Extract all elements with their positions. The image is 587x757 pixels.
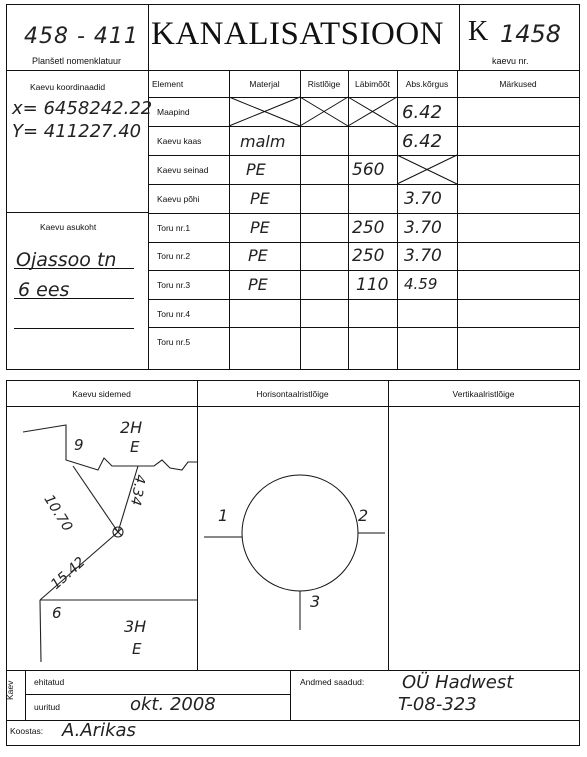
- sketch-distance-3: 15.42: [48, 554, 89, 593]
- row-element: Toru nr.4: [157, 309, 191, 319]
- sketch-building-2h-e: E: [130, 438, 140, 456]
- coord-x: x= 6458242.22: [12, 98, 153, 119]
- row-diameter: 110: [356, 275, 389, 295]
- pipe-label-1: 1: [218, 506, 229, 525]
- footer-data-value-1: OÜ Hadwest: [402, 672, 514, 693]
- sketch-building-3h-e: E: [132, 640, 142, 658]
- sketch-point-9: 9: [74, 436, 84, 454]
- row-element: Toru nr.3: [157, 280, 191, 290]
- footer-updated-value: okt. 2008: [130, 694, 216, 715]
- footer-updated-label: uuritud: [34, 702, 60, 712]
- sketch-distance-1: 10.70: [40, 492, 76, 535]
- footer-kaev: Kaev: [5, 680, 15, 700]
- coord-y: Y= 411227.40: [12, 121, 142, 142]
- row-element: Toru nr.5: [157, 337, 191, 347]
- row-diameter: 250: [352, 246, 385, 266]
- coords-label: Kaevu koordinaadid: [30, 82, 106, 92]
- footer-made-by-label: Koostas:: [10, 726, 44, 736]
- sheet-label: Planšetl nomenklatuur: [32, 56, 122, 66]
- row-elevation: 6.42: [402, 102, 443, 123]
- location-label: Kaevu asukoht: [40, 222, 97, 232]
- col-element: Element: [152, 79, 184, 89]
- col-elevation: Abs.kõrgus: [405, 79, 449, 89]
- row-elevation: 3.70: [404, 218, 442, 238]
- row-material: PE: [248, 275, 268, 294]
- drawing-col-horizontal: Horisontaalristlõige: [256, 388, 329, 399]
- well-number: 1458: [500, 20, 562, 48]
- footer-built-label: ehitatud: [34, 677, 65, 687]
- row-element: Kaevu seinad: [157, 165, 209, 175]
- sketch-building-2h: 2H: [120, 418, 143, 437]
- drawing-col-vertical: Vertikaalristlõige: [452, 388, 515, 399]
- row-elevation: 3.70: [404, 189, 442, 209]
- col-diameter: Läbimõõt: [355, 79, 390, 89]
- footer-made-by-value: A.Arikas: [62, 720, 136, 741]
- row-diameter: 250: [352, 218, 385, 238]
- row-material: PE: [250, 189, 270, 208]
- sketch-point-6: 6: [52, 604, 62, 622]
- footer-data-label: Andmed saadud:: [300, 677, 365, 687]
- row-material: malm: [240, 132, 286, 151]
- row-material: PE: [248, 246, 268, 265]
- col-cross-section: Ristlõige: [307, 79, 341, 89]
- location-line2: 6 ees: [18, 279, 70, 301]
- row-element: Toru nr.2: [157, 251, 191, 261]
- footer-data-value-2: T-08-323: [398, 694, 477, 715]
- sketch-building-3h: 3H: [124, 617, 147, 636]
- pipe-label-3: 3: [310, 592, 321, 611]
- row-elevation: 3.70: [404, 246, 442, 266]
- col-material: Materjal: [249, 79, 280, 89]
- sketch-distance-2: 4.34: [126, 473, 148, 507]
- row-diameter: 560: [352, 160, 385, 180]
- row-element: Kaevu põhi: [157, 194, 200, 204]
- row-element: Toru nr.1: [157, 223, 191, 233]
- drawing-col-links: Kaevu sidemed: [72, 388, 131, 399]
- row-elevation: 6.42: [402, 131, 443, 152]
- row-elevation: 4.59: [404, 275, 438, 293]
- col-remarks: Märkused: [499, 79, 537, 89]
- row-element: Maapind: [157, 107, 190, 117]
- row-element: Kaevu kaas: [157, 136, 202, 146]
- well-prefix: K: [468, 16, 489, 47]
- pipe-label-2: 2: [358, 506, 369, 525]
- row-material: PE: [246, 160, 266, 179]
- well-label: kaevu nr.: [492, 56, 529, 66]
- page-title: KANALISATSIOON: [151, 16, 444, 52]
- location-line1: Ojassoo tn: [16, 249, 117, 271]
- sheet-number: 458 - 411: [24, 24, 139, 49]
- row-material: PE: [250, 218, 270, 237]
